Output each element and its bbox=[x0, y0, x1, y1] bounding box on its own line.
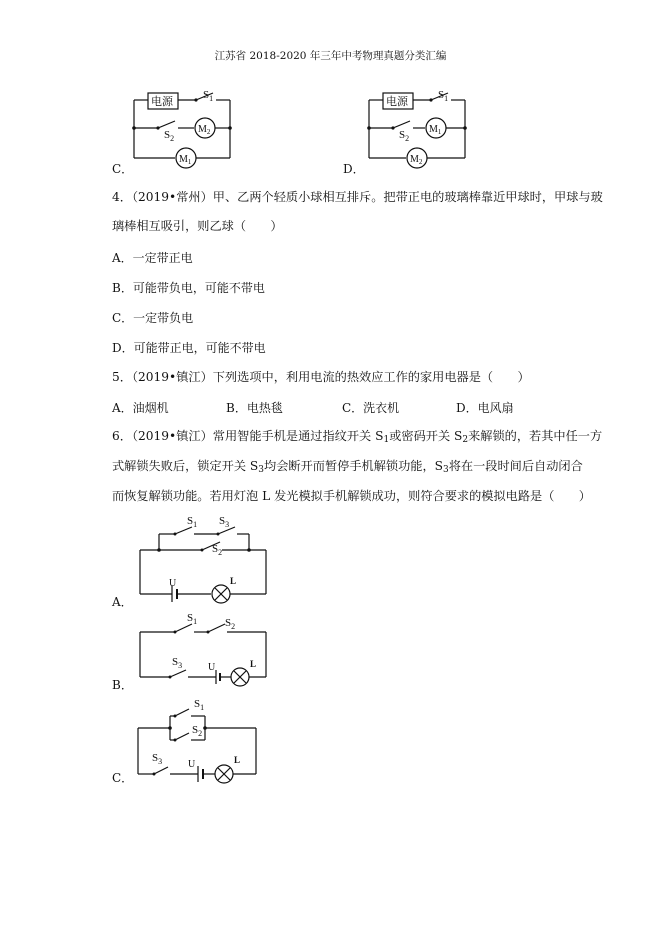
circuit-figure-top-c bbox=[112, 86, 252, 171]
svg-text:S1: $S_1$ bbox=[203, 89, 214, 103]
svg-text:S2: $S_2$ bbox=[225, 617, 236, 631]
svg-text:L: L bbox=[230, 576, 237, 586]
question-4-option-c: C．一定带负电 bbox=[112, 311, 194, 325]
question-5-option-d: D．电风扇 bbox=[456, 401, 514, 415]
option-letter-c-q6: C． bbox=[112, 771, 134, 785]
svg-text:S3: $S_3$ bbox=[152, 752, 163, 766]
question-4-option-a: A．一定带正电 bbox=[112, 251, 193, 265]
question-4-line-2: 璃棒相互吸引，则乙球（ ） bbox=[112, 219, 283, 233]
svg-text:S1: $S_1$ bbox=[187, 612, 198, 626]
question-4-option-b: B．可能带负电，可能不带电 bbox=[112, 281, 265, 295]
circuit-diagram-b bbox=[112, 610, 282, 690]
circuit-diagram-a bbox=[112, 512, 282, 607]
svg-text:U: U bbox=[208, 662, 216, 673]
question-6-line-1: 6．（2019•镇江）常用智能手机是通过指纹开关 $S_1$或密码开关 $S_2$来解锁的，若其中任一方 bbox=[112, 429, 603, 445]
option-letter-a: A． bbox=[112, 595, 133, 609]
question-4-line-1: 4．（2019•常州）甲、乙两个轻质小球相互排斥。把带正电的玻璃棒靠近甲球时，甲球与玻 bbox=[112, 190, 603, 204]
svg-text:L: L bbox=[234, 755, 241, 765]
svg-text:M1: $M_1$ bbox=[179, 154, 192, 166]
svg-text:S2: $S_2$ bbox=[399, 129, 410, 143]
question-4-option-d: D．可能带正电，可能不带电 bbox=[112, 341, 266, 355]
page-header: 江苏省 2018-2020 年三年中考物理真题分类汇编 bbox=[214, 50, 447, 62]
svg-text:S3: $S_3$ bbox=[219, 515, 230, 529]
question-6-line-2: 式解锁失败后，锁定开关 $S_3$均会断开而暂停手机解锁功能，$S_3$将在一段时间后自动闭合 bbox=[112, 459, 583, 475]
svg-text:S2: $S_2$ bbox=[192, 724, 203, 738]
question-5-stem: 5．（2019•镇江）下列选项中，利用电流的热效应工作的家用电器是（ ） bbox=[112, 370, 530, 384]
svg-text:S3: $S_3$ bbox=[172, 656, 183, 670]
power-source-label: 电源 bbox=[386, 96, 408, 108]
option-letter-b: B． bbox=[112, 678, 133, 692]
svg-text:S2: $S_2$ bbox=[164, 129, 175, 143]
svg-text:U: U bbox=[188, 759, 196, 770]
power-source-label: 电源 bbox=[151, 96, 173, 108]
svg-text:M1: $M_1$ bbox=[429, 124, 442, 136]
option-letter-c: C． bbox=[112, 162, 134, 176]
svg-text:S1: $S_1$ bbox=[194, 698, 205, 712]
svg-text:M2: $M_2$ bbox=[410, 154, 423, 166]
svg-text:U: U bbox=[169, 578, 177, 589]
option-letter-d: D． bbox=[343, 162, 365, 176]
question-6-line-3: 而恢复解锁功能。若用灯泡 L 发光模拟手机解锁成功，则符合要求的模拟电路是（ ） bbox=[112, 489, 591, 503]
question-5-option-c: C．洗衣机 bbox=[342, 401, 400, 415]
question-5-option-a: A．油烟机 bbox=[112, 401, 169, 415]
svg-text:L: L bbox=[250, 659, 257, 669]
svg-text:S2: $S_2$ bbox=[212, 543, 223, 557]
svg-text:S1: $S_1$ bbox=[438, 89, 449, 103]
svg-text:S1: $S_1$ bbox=[187, 515, 198, 529]
question-5-option-b: B．电热毯 bbox=[226, 401, 283, 415]
svg-text:M2: $M_2$ bbox=[198, 124, 211, 136]
circuit-figure-top-d bbox=[347, 86, 487, 171]
circuit-diagram-c bbox=[112, 694, 282, 784]
